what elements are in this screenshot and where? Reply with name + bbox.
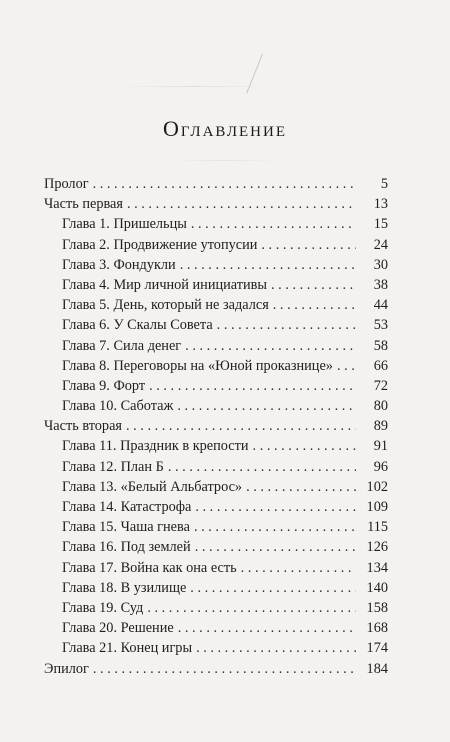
toc-entry-page-number: 80 <box>373 398 388 415</box>
dot-leader <box>93 659 356 679</box>
toc-entry-label: Глава 6. У Скалы Совета <box>62 317 213 334</box>
toc-entry-label: Глава 4. Мир личной инициативы <box>62 276 268 293</box>
toc-entry-page-number: 140 <box>366 579 388 596</box>
toc-entry-page-number: 24 <box>373 236 388 253</box>
toc-entry <box>44 618 388 638</box>
dot-leader <box>194 517 356 537</box>
page-title: Оглавление <box>162 116 288 141</box>
toc-entry-label: Глава 8. Переговоры на «Юной проказнице» <box>62 357 333 374</box>
toc-entry-page-number: 13 <box>373 196 388 213</box>
toc-entry <box>44 659 388 679</box>
dot-leader <box>261 235 356 255</box>
toc-entry <box>44 436 388 456</box>
toc-entry-label: Глава 15. Чаша гнева <box>62 519 190 536</box>
dot-leader <box>246 477 356 497</box>
toc-entry-label: Глава 9. Форт <box>62 377 146 394</box>
toc-entry-page-number: 168 <box>366 620 388 637</box>
toc-entry <box>44 275 388 295</box>
toc-entry-page-number: 174 <box>366 640 388 657</box>
toc-entry <box>44 376 388 396</box>
toc-entry-page-number: 58 <box>373 337 388 354</box>
toc-entry-page-number: 109 <box>366 499 388 515</box>
toc-entry <box>44 295 388 315</box>
toc-entry-page-number: 91 <box>373 438 388 455</box>
dot-leader <box>185 336 356 356</box>
toc-entry-label: Глава 13. «Белый Альбатрос» <box>62 478 243 495</box>
toc-entry-label: Глава 11. Праздник в крепости <box>62 438 249 455</box>
toc-entry-page-number: 184 <box>366 660 388 677</box>
dot-leader <box>180 255 356 275</box>
dot-leader <box>93 174 356 194</box>
dot-leader <box>337 356 356 376</box>
dot-leader <box>190 578 356 598</box>
dot-leader <box>177 396 356 416</box>
toc-entry <box>44 558 388 578</box>
toc-entry <box>44 214 388 234</box>
toc-entry-label: Пролог <box>44 176 89 192</box>
dot-leader <box>191 214 356 234</box>
toc-entry <box>44 396 388 416</box>
toc-entry-label: Глава 2. Продвижение утопусии <box>62 236 258 253</box>
toc-entry-page-number: 102 <box>366 478 388 495</box>
show-through-line <box>170 160 280 161</box>
toc-entry <box>44 638 388 658</box>
toc-entry <box>44 517 388 537</box>
dot-leader <box>127 194 356 214</box>
dot-leader <box>195 497 356 517</box>
toc-entry <box>44 477 388 497</box>
toc-entry-page-number: 15 <box>373 216 388 233</box>
toc-entry-label: Часть первая <box>44 196 123 213</box>
toc-entry-label: Глава 3. Фондукли <box>62 256 176 273</box>
toc-entry <box>44 598 388 618</box>
toc-entry <box>44 356 388 376</box>
toc-entry-label: Глава 16. Под землей <box>62 539 191 556</box>
toc-entry <box>44 235 388 255</box>
toc-entry <box>44 416 388 436</box>
toc-entry <box>44 497 388 517</box>
toc-entry-label: Глава 5. День, который не задался <box>62 297 269 314</box>
dot-leader <box>147 598 356 618</box>
toc-entry <box>44 578 388 598</box>
toc-entry <box>44 255 388 275</box>
toc-entry-label: Глава 21. Конец игры <box>62 640 193 657</box>
dot-leader <box>273 295 356 315</box>
dot-leader <box>271 275 356 295</box>
toc-entry-page-number: 5 <box>380 176 388 192</box>
toc-entry-page-number: 134 <box>366 559 388 576</box>
toc-entry <box>44 336 388 356</box>
toc-entry-label: Глава 18. В узилище <box>62 579 187 596</box>
dot-leader <box>253 436 356 456</box>
toc-entry-page-number: 66 <box>373 357 388 374</box>
toc-entry-label: Глава 19. Суд <box>62 599 144 616</box>
toc-entry-label: Глава 7. Сила денег <box>62 337 182 354</box>
dot-leader <box>195 537 356 557</box>
dot-leader <box>149 376 356 396</box>
toc-entry <box>44 194 388 214</box>
page-crease <box>246 54 263 93</box>
toc-entry-page-number: 44 <box>373 297 388 314</box>
toc-entry-page-number: 53 <box>373 317 388 334</box>
toc-entry-page-number: 126 <box>366 539 388 556</box>
toc-entry-label: Глава 14. Катастрофа <box>62 499 192 515</box>
dot-leader <box>196 638 356 658</box>
toc-entry-page-number: 158 <box>366 599 388 616</box>
toc-entry-page-number: 96 <box>373 458 388 475</box>
toc-entry-label: Глава 10. Саботаж <box>62 398 174 415</box>
show-through-line <box>118 86 268 87</box>
dot-leader <box>217 315 356 335</box>
toc-entry-label: Часть вторая <box>44 418 122 435</box>
dot-leader <box>126 416 356 436</box>
toc-entry <box>44 457 388 477</box>
toc-entry <box>44 537 388 557</box>
toc-entry-page-number: 72 <box>373 377 388 394</box>
toc-entry-label: Глава 17. Война как она есть <box>62 559 237 576</box>
dot-leader <box>168 457 356 477</box>
dot-leader <box>178 618 356 638</box>
toc-entry-label: Глава 1. Пришельцы <box>62 216 187 233</box>
toc-entry-page-number: 115 <box>367 519 388 536</box>
table-of-contents <box>44 174 388 679</box>
toc-entry-page-number: 38 <box>373 276 388 293</box>
toc-entry-label: Эпилог <box>44 660 89 677</box>
toc-entry <box>44 315 388 335</box>
toc-entry-label: Глава 20. Решение <box>62 620 174 637</box>
toc-entry-page-number: 89 <box>373 418 388 435</box>
toc-entry <box>44 174 388 194</box>
toc-entry-page-number: 30 <box>373 256 388 273</box>
dot-leader <box>241 558 356 578</box>
toc-entry-label: Глава 12. План Б <box>62 458 164 475</box>
